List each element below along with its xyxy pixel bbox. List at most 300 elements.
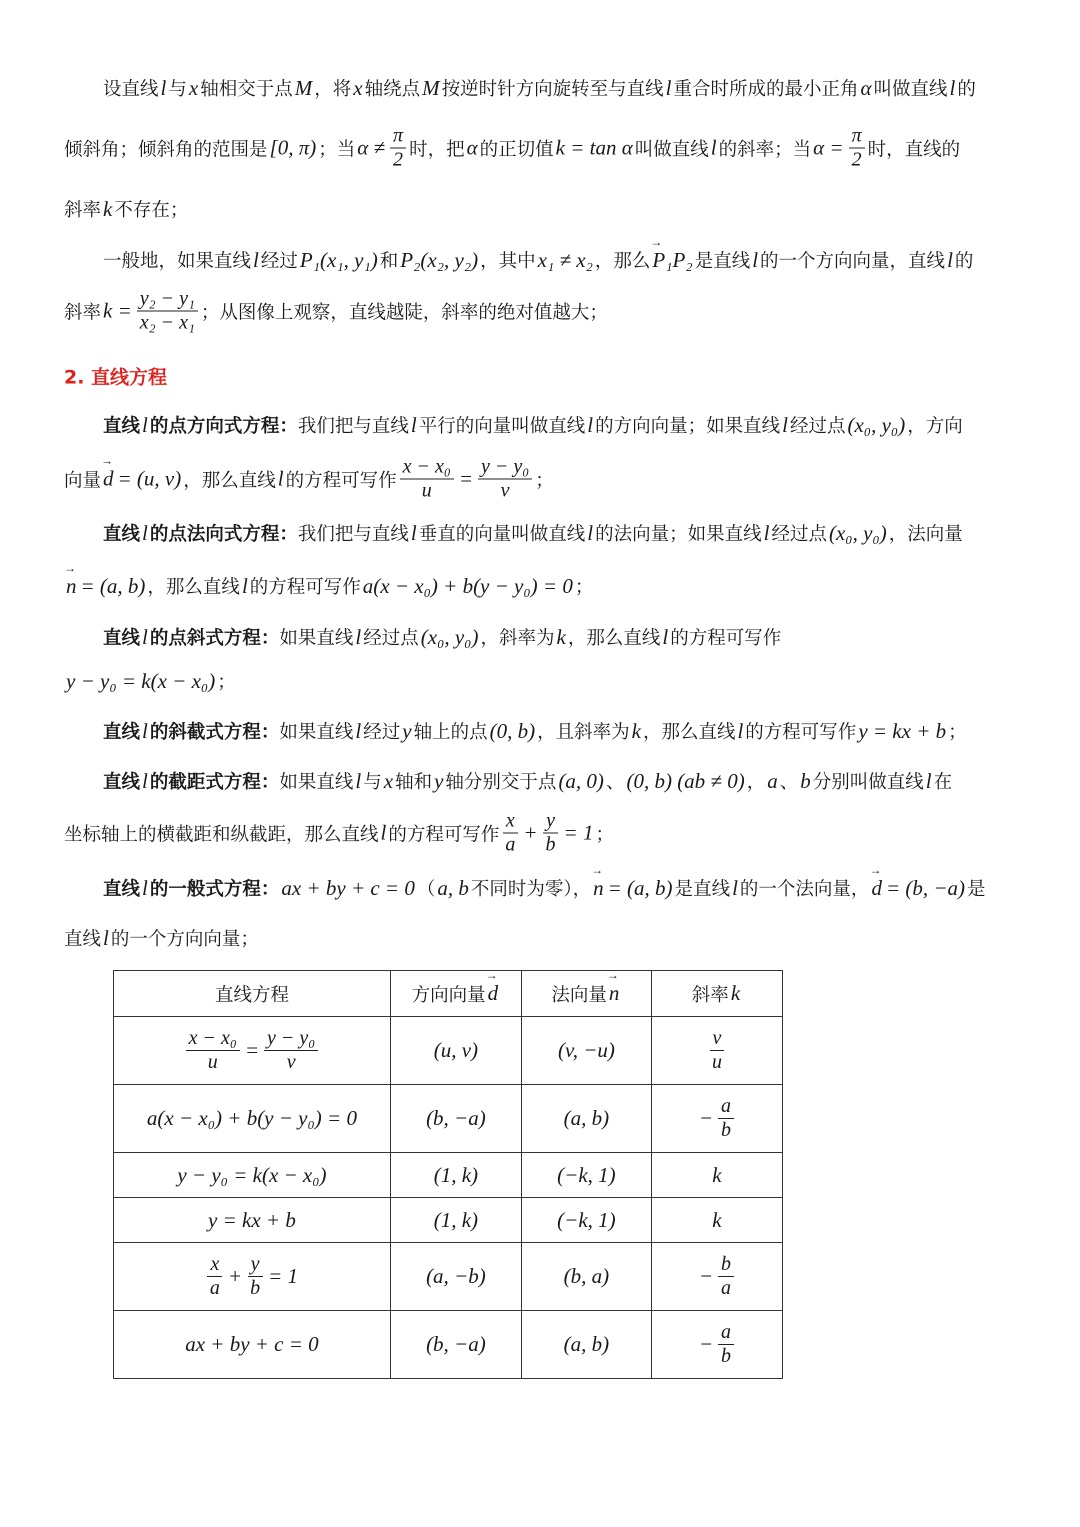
table-cell xyxy=(114,1311,391,1379)
math-expression: l xyxy=(277,466,284,491)
table-cell xyxy=(114,1243,391,1311)
text-run: ； xyxy=(574,577,594,598)
paragraph-line xyxy=(64,288,608,335)
math-expression: M xyxy=(294,75,313,100)
math-expression: k = tan α xyxy=(555,135,633,160)
text-run: 按逆时针方向旋转至与直线 xyxy=(441,79,664,100)
cell-content xyxy=(183,1332,320,1357)
text-run: 设直线 xyxy=(103,79,159,100)
math-expression: l xyxy=(355,718,362,743)
cell-content xyxy=(551,981,621,1007)
table-row xyxy=(114,1243,783,1311)
text-run: ； xyxy=(535,470,554,491)
text-run: 我们把与直线 xyxy=(297,524,409,545)
paragraph-line xyxy=(103,768,952,794)
fraction xyxy=(718,1253,734,1300)
text-run: 的方程可写作 xyxy=(285,470,397,491)
text-run: 不存在； xyxy=(114,200,189,221)
cell-content xyxy=(432,1038,480,1063)
table-cell xyxy=(390,1243,521,1311)
math-expression: (1, k) xyxy=(433,1207,479,1232)
paragraph-line xyxy=(103,247,973,273)
text-run: 重合时所成的最小正角 xyxy=(673,79,859,100)
cell-content xyxy=(556,1038,617,1063)
vector-symbol: → n xyxy=(591,876,606,901)
fraction-numerator: x − x₀ xyxy=(186,1027,240,1051)
math-expression: α xyxy=(466,135,478,160)
table-cell xyxy=(114,1017,391,1085)
cell-content xyxy=(215,981,289,1007)
math-expression: α ≠ xyxy=(357,135,386,160)
math-expression: l xyxy=(142,875,148,900)
fraction-denominator: b xyxy=(545,833,556,856)
text-run: ，那么直线 xyxy=(567,628,661,649)
fraction-numerator: y − y₀ xyxy=(264,1027,318,1051)
math-expression: a xyxy=(767,768,778,793)
math-expression: − xyxy=(698,1264,714,1288)
text-run: ，且斜率为 xyxy=(537,722,630,743)
math-expression: k xyxy=(712,1162,722,1187)
cell-content xyxy=(562,1106,612,1131)
text-run: 经过 xyxy=(260,251,298,272)
text-run: 在 xyxy=(933,772,953,793)
text-run: 斜率 xyxy=(64,200,102,221)
fraction-numerator: v xyxy=(710,1027,725,1051)
math-expression: (−k, 1) xyxy=(557,1162,616,1187)
line-equation-table xyxy=(113,970,783,1379)
text-run: 如果直线 xyxy=(279,772,354,793)
math-expression: = (u, v) xyxy=(117,466,182,491)
vector-symbol: → d xyxy=(101,467,116,492)
vector-symbol: → d xyxy=(486,981,501,1006)
table-cell xyxy=(521,1017,651,1085)
paragraph-line xyxy=(64,125,960,172)
math-expression: l xyxy=(763,520,770,545)
bold-term: 直线 xyxy=(103,722,141,743)
table-header-cell xyxy=(521,971,651,1017)
math-expression: = 1 xyxy=(563,820,594,845)
text-run: 、 xyxy=(779,772,799,793)
text-run: 直线方程 xyxy=(214,984,289,1006)
text-run: ，将 xyxy=(314,79,352,100)
text-run: 的法向量；如果直线 xyxy=(595,524,762,545)
math-expression: y − y₀ = k(x − x₀) xyxy=(177,1162,327,1187)
text-run: ， xyxy=(746,772,766,793)
paragraph-line xyxy=(103,412,963,438)
math-expression: − xyxy=(698,1106,714,1130)
vector-symbol: → P₁P₂ xyxy=(650,248,694,273)
text-run: 向量 xyxy=(64,470,102,491)
table-cell xyxy=(521,1311,651,1379)
math-expression: (a, −b) xyxy=(426,1264,486,1288)
text-run: 的方程可写作 xyxy=(670,628,782,649)
math-expression: l xyxy=(949,75,956,100)
math-expression: l xyxy=(380,820,387,845)
math-expression: (0, b) xyxy=(489,718,536,743)
math-expression: [0, π) xyxy=(269,135,317,160)
table-cell xyxy=(521,1085,651,1153)
fraction xyxy=(400,456,454,503)
fraction xyxy=(207,1253,223,1300)
text-run: 轴相交于点 xyxy=(200,79,293,100)
table-cell xyxy=(390,1017,521,1085)
table-cell xyxy=(651,1085,782,1153)
math-expression: x xyxy=(188,75,199,100)
vector-symbol: → n xyxy=(607,981,622,1006)
math-expression: = 1 xyxy=(268,1264,298,1288)
math-expression: l xyxy=(410,412,417,437)
text-run: 时，直线的 xyxy=(867,139,961,160)
text-run: 的一个方向向量，直线 xyxy=(760,251,946,272)
fraction-denominator: u xyxy=(711,1051,722,1073)
cell-content xyxy=(206,1208,298,1233)
math-expression: (0, b) (ab ≠ 0) xyxy=(626,768,745,793)
math-expression: (−k, 1) xyxy=(557,1207,616,1232)
text-run: 方向向量 xyxy=(411,984,486,1006)
cell-content xyxy=(555,1163,617,1188)
text-run: 叫做直线 xyxy=(873,79,948,100)
text-run: 的方程可写作 xyxy=(388,824,500,845)
math-expression: a(x − x₀) + b(y − y₀) = 0 xyxy=(146,1106,357,1130)
math-expression: k = xyxy=(103,298,132,323)
text-run: （ xyxy=(416,879,436,900)
section-heading xyxy=(64,363,167,390)
text-run: 斜率 xyxy=(691,984,729,1006)
text-run: ； xyxy=(217,672,236,693)
text-run: 与 xyxy=(168,79,187,100)
text-run: ，那么直线 xyxy=(147,577,240,598)
text-run: 是 xyxy=(967,879,986,900)
paragraph-line xyxy=(103,520,963,546)
bold-term: 直线 xyxy=(103,879,141,900)
bold-term: 直线 xyxy=(103,416,141,437)
math-expression: y xyxy=(434,768,444,793)
text-run: 轴分别交于点 xyxy=(445,772,557,793)
fraction xyxy=(247,1253,263,1300)
cell-content xyxy=(432,1163,480,1188)
text-run: 是直线 xyxy=(674,879,731,900)
cell-content xyxy=(710,1208,723,1233)
table-cell xyxy=(390,1153,521,1198)
paragraph-line xyxy=(64,456,554,503)
text-run: 的方程可写作 xyxy=(745,722,857,743)
text-run: 坐标轴上的横截距和纵截距，那么直线 xyxy=(64,824,379,845)
math-expression: (1, k) xyxy=(433,1162,479,1187)
math-expression: (x₀, y₀) xyxy=(828,520,887,545)
fraction xyxy=(390,125,406,172)
fraction-numerator: π xyxy=(390,125,406,149)
table-cell xyxy=(651,1311,782,1379)
math-expression: (x₀, y₀) xyxy=(847,412,906,437)
table-cell xyxy=(390,1198,521,1243)
math-expression: k xyxy=(730,981,741,1005)
math-expression: l xyxy=(587,520,594,545)
math-expression: x xyxy=(383,768,394,793)
fraction xyxy=(137,288,198,335)
math-expression: P₂(x₂, y₂) xyxy=(400,247,479,272)
text-run: 法向量 xyxy=(551,984,607,1006)
cell-content xyxy=(706,1027,728,1074)
bold-term: 直线 xyxy=(103,772,141,793)
fraction-denominator: u xyxy=(421,479,432,502)
math-expression: l xyxy=(142,718,148,743)
text-run: 平行的向量叫做直线 xyxy=(418,416,586,437)
text-run: 轴和 xyxy=(395,772,433,793)
table-header-cell xyxy=(114,971,391,1017)
table-row xyxy=(114,1017,783,1085)
fraction-denominator: 2 xyxy=(393,148,404,171)
math-expression: (u, v) xyxy=(433,1038,479,1062)
math-expression: x xyxy=(353,75,363,100)
text-run: 、 xyxy=(605,772,625,793)
text-run: ，其中 xyxy=(480,251,536,272)
math-expression: y xyxy=(402,718,412,743)
math-expression: = (a, b) xyxy=(80,573,146,598)
table-cell xyxy=(651,1017,782,1085)
text-run: 的正切值 xyxy=(479,139,554,160)
table-row xyxy=(114,1311,783,1379)
text-run: 的一个方向向量； xyxy=(110,929,259,950)
math-expression: l xyxy=(355,624,362,649)
fraction-denominator: a xyxy=(721,1277,732,1299)
text-run: 倾斜角；倾斜角的范围是 xyxy=(64,139,268,160)
text-run: 一般地，如果直线 xyxy=(103,251,252,272)
paragraph-line xyxy=(103,624,781,650)
math-expression: (b, −a) xyxy=(426,1332,486,1356)
table-cell xyxy=(390,1311,521,1379)
paragraph-line xyxy=(64,196,188,222)
text-run: 与 xyxy=(363,772,382,793)
text-run: ，那么直线 xyxy=(642,722,736,743)
text-run: 如果直线 xyxy=(279,628,354,649)
math-expression: + xyxy=(227,1264,243,1288)
text-run: ； xyxy=(948,722,967,743)
bold-term: 的一般式方程： xyxy=(149,879,280,900)
math-expression: k xyxy=(103,196,113,221)
text-run: ，斜率为 xyxy=(480,628,555,649)
bold-term: 的点斜式方程： xyxy=(149,628,280,649)
text-run: 如果直线 xyxy=(279,722,354,743)
text-run: 是直线 xyxy=(694,251,751,272)
cell-content xyxy=(697,1253,737,1300)
math-expression: l xyxy=(142,768,148,793)
cell-content xyxy=(204,1253,300,1300)
cell-content xyxy=(562,1264,612,1289)
cell-content xyxy=(175,1163,328,1188)
cell-content xyxy=(692,981,742,1007)
fraction-denominator: a xyxy=(505,833,516,856)
fraction-denominator: u xyxy=(207,1051,218,1073)
fraction-numerator: a xyxy=(718,1321,734,1345)
table-row xyxy=(114,1085,783,1153)
table-cell xyxy=(651,1153,782,1198)
fraction xyxy=(264,1027,318,1074)
table-cell xyxy=(114,1153,391,1198)
bold-term: 的点方向式方程： xyxy=(149,416,298,437)
table-header-cell xyxy=(390,971,521,1017)
cell-content xyxy=(424,1332,488,1357)
fraction-denominator: v xyxy=(500,479,510,502)
table-cell xyxy=(521,1198,651,1243)
fraction-denominator: b xyxy=(721,1119,732,1141)
text-run: 分别叫做直线 xyxy=(812,772,924,793)
fraction-numerator: y xyxy=(543,810,558,834)
cell-content xyxy=(145,1106,359,1131)
table-cell xyxy=(114,1085,391,1153)
fraction xyxy=(718,1321,734,1368)
text-run: 叫做直线 xyxy=(634,139,709,160)
fraction xyxy=(718,1095,734,1142)
bold-term: 的斜截式方程： xyxy=(149,722,280,743)
text-run: 和 xyxy=(379,251,399,272)
table-header-row xyxy=(114,971,783,1017)
math-expression: l xyxy=(142,520,148,545)
fraction-numerator: a xyxy=(718,1095,734,1119)
math-expression: l xyxy=(782,412,788,437)
table-header-cell xyxy=(651,971,782,1017)
math-expression: l xyxy=(732,875,738,900)
cell-content xyxy=(424,1264,488,1289)
math-expression: k xyxy=(712,1207,722,1232)
cell-content xyxy=(697,1321,737,1368)
text-run: 2. 直线方程 xyxy=(64,366,168,389)
text-run: 的方向向量；如果直线 xyxy=(595,416,781,437)
math-expression: l xyxy=(587,412,594,437)
fraction-denominator: x₂ − x₁ xyxy=(139,311,195,334)
fraction-numerator: x xyxy=(503,810,518,834)
text-run: 的方程可写作 xyxy=(249,577,361,598)
math-expression: (b, −a) xyxy=(426,1106,486,1130)
paragraph-line xyxy=(64,573,593,599)
text-run: 不同时为零）， xyxy=(470,879,592,900)
text-run: 的 xyxy=(954,251,974,272)
math-expression: (a, 0) xyxy=(558,768,604,793)
math-expression: (b, a) xyxy=(563,1264,610,1288)
fraction-denominator: a xyxy=(209,1277,220,1299)
math-expression: l xyxy=(947,247,953,272)
math-expression: l xyxy=(355,768,362,793)
math-expression: = (b, −a) xyxy=(885,875,966,900)
math-expression: − xyxy=(698,1332,714,1356)
paragraph-line xyxy=(64,925,259,951)
text-run: ；当 xyxy=(318,139,356,160)
math-expression: l xyxy=(142,624,148,649)
vector-symbol: → d xyxy=(869,876,884,901)
math-expression: x₁ ≠ x₂ xyxy=(537,247,593,272)
table-cell xyxy=(521,1153,651,1198)
fraction-denominator: 2 xyxy=(851,148,862,171)
bold-term: 的点法向式方程： xyxy=(149,524,298,545)
table-cell xyxy=(390,1085,521,1153)
table-row xyxy=(114,1198,783,1243)
math-expression: k xyxy=(631,718,641,743)
math-expression: ax + by + c = 0 xyxy=(185,1332,319,1356)
cell-content xyxy=(555,1208,617,1233)
cell-content xyxy=(183,1027,322,1074)
fraction xyxy=(849,125,865,172)
fraction-numerator: b xyxy=(718,1253,734,1277)
math-expression: = xyxy=(244,1038,260,1062)
math-expression: α xyxy=(860,75,872,100)
fraction-denominator: b xyxy=(721,1345,732,1367)
text-run: 经过点 xyxy=(789,416,846,437)
paragraph-line xyxy=(103,718,967,744)
table-cell xyxy=(114,1198,391,1243)
text-run: 的 xyxy=(957,79,976,100)
math-expression: l xyxy=(142,412,148,437)
math-expression: l xyxy=(241,573,248,598)
text-run: 经过点 xyxy=(771,524,827,545)
fraction-denominator: b xyxy=(250,1277,261,1299)
text-run: 我们把与直线 xyxy=(297,416,409,437)
paragraph-line xyxy=(103,75,976,101)
fraction-numerator: y xyxy=(248,1253,263,1277)
text-run: 经过 xyxy=(363,722,401,743)
cell-content xyxy=(710,1163,723,1188)
fraction-numerator: y − y₀ xyxy=(478,456,532,480)
bold-term: 的截距式方程： xyxy=(149,772,280,793)
text-run: ，方向 xyxy=(907,416,963,437)
text-run: ，那么 xyxy=(594,251,651,272)
math-expression: (a, b) xyxy=(563,1106,610,1130)
text-run: 的一个法向量， xyxy=(739,879,870,900)
fraction-numerator: x − x₀ xyxy=(400,456,454,480)
text-run: 直线 xyxy=(64,929,102,950)
math-expression: ax + by + c = 0 xyxy=(281,875,415,900)
cell-content xyxy=(424,1106,488,1131)
math-expression: α = xyxy=(813,135,844,160)
fraction xyxy=(186,1027,240,1074)
math-expression: y = kx + b xyxy=(858,718,947,743)
math-expression: l xyxy=(253,247,259,272)
cell-content xyxy=(432,1208,480,1233)
math-expression: y − y₀ = k(x − x₀) xyxy=(66,668,216,693)
math-expression: l xyxy=(662,624,669,649)
math-expression: l xyxy=(710,135,717,160)
fraction-denominator: v xyxy=(286,1051,296,1073)
text-run: 垂直的向量叫做直线 xyxy=(418,524,586,545)
math-expression: (a, b) xyxy=(563,1332,610,1356)
table-cell xyxy=(651,1198,782,1243)
math-expression: y = kx + b xyxy=(208,1207,296,1232)
vector-symbol: → n xyxy=(64,574,79,599)
math-expression: = xyxy=(458,466,473,491)
text-run: 轴绕点 xyxy=(364,79,421,100)
math-expression: (x₀, y₀) xyxy=(420,624,479,649)
fraction-numerator: x xyxy=(207,1253,222,1277)
text-run: ； xyxy=(595,824,614,845)
fraction xyxy=(543,810,559,857)
cell-content xyxy=(412,981,501,1007)
paragraph-line xyxy=(64,810,614,857)
paragraph-line xyxy=(64,668,236,694)
bold-term: 直线 xyxy=(103,628,141,649)
text-run: 经过点 xyxy=(363,628,419,649)
math-expression: l xyxy=(752,247,759,272)
bold-term: 直线 xyxy=(103,524,141,545)
cell-content xyxy=(562,1332,612,1357)
math-expression: l xyxy=(925,768,932,793)
text-run: ，那么直线 xyxy=(183,470,276,491)
text-run: ，法向量 xyxy=(888,524,963,545)
fraction xyxy=(709,1027,725,1074)
fraction xyxy=(478,456,532,503)
math-expression: l xyxy=(665,75,672,100)
table-cell xyxy=(521,1243,651,1311)
math-expression: b xyxy=(800,768,811,793)
fraction-numerator: π xyxy=(849,125,865,149)
math-expression: l xyxy=(103,925,109,950)
